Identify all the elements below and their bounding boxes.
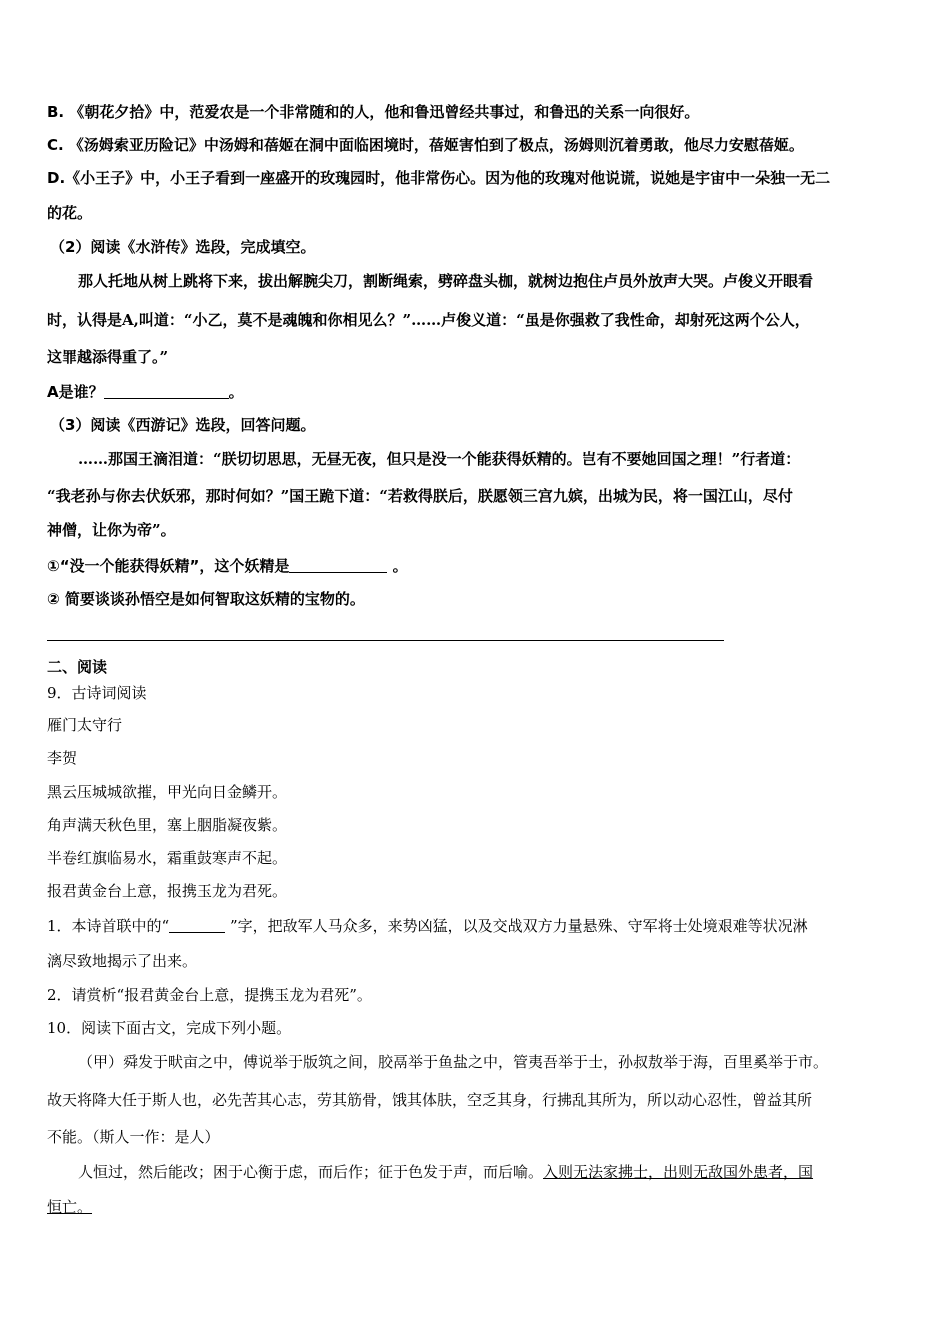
xiyou-passage-line1: ……那国王滴泪道：“朕切切思思，无昼无夜，但只是没一个能获得妖精的。岂有不要她回国之理！”行者道：	[78, 450, 801, 468]
q9-sub1	[47, 918, 808, 934]
poem-line-4: 报君黄金台上意，报携玉龙为君死。	[47, 882, 288, 900]
q8-3-prompt: （3）阅读《西游记》选段，回答问题。	[50, 416, 316, 434]
poem-line-2: 角声满天秋色里，塞上胭脂凝夜紫。	[47, 816, 288, 834]
q8-2-question-end: 。	[228, 383, 244, 401]
poem-author: 李贺	[47, 749, 78, 767]
q8-option-b: B. 《朝花夕拾》中，范爱农是一个非常随和的人，他和鲁迅曾经共事过，和鲁迅的关系一向很好。	[47, 103, 700, 121]
poem-line-3: 半卷红旗临易水，霜重鼓寒声不起。	[47, 849, 288, 867]
passage-jia-line3: 不能。（斯人一作：是人）	[47, 1128, 220, 1146]
q8-3-sub2: ② 简要谈谈孙悟空是如何智取这妖精的宝物的。	[47, 590, 365, 608]
para2-underlined-text: 入则无法家拂士，出则无敌国外患者，国	[543, 1163, 814, 1181]
q9-sub1-line2: 漓尽致地揭示了出来。	[47, 952, 198, 970]
q8-option-c: C. 《汤姆索亚历险记》中汤姆和蓓姬在洞中面临困境时，蓓姬害怕到了极点，汤姆则沉着勇敢，他尽力安慰蓓姬。	[47, 136, 804, 154]
q9-title: 9．古诗词阅读	[47, 684, 147, 702]
passage-para2-line1	[78, 1165, 813, 1180]
q8-3-sub1-end: 。	[387, 557, 408, 575]
passage-para2-line2	[47, 1200, 92, 1215]
section2-heading: 二、阅读	[47, 658, 108, 676]
q8-3-sub1	[47, 558, 408, 574]
poem-title: 雁门太守行	[47, 716, 123, 734]
q9-sub1-text: 1．本诗首联中的“	[47, 917, 170, 935]
answer-blank-a[interactable]	[104, 384, 229, 399]
para2-underlined-end: 恒亡。	[47, 1198, 93, 1216]
q8-2-question-text: A是谁？	[47, 383, 104, 401]
passage-jia-line1: （甲）舜发于畎亩之中，傅说举于版筑之间，胶鬲举于鱼盐之中，管夷吾举于士，孙叔敖举于海，百里奚举于市。	[78, 1053, 829, 1071]
xiyou-passage-line2: “我老孙与你去伏妖邪，那时何如？”国王跪下道：“若救得朕后，朕愿领三宫九嫔，出城为民，将一国江山，尽付	[47, 487, 793, 505]
q9-sub2: 2．请赏析“报君黄金台上意，提携玉龙为君死”。	[47, 986, 372, 1004]
answer-line[interactable]	[47, 640, 724, 641]
q8-option-d-line1: D.《小王子》中，小王子看到一座盛开的玫瑰园时，他非常伤心。因为他的玫瑰对他说谎，说她是宇宙中一朵独一无二	[47, 169, 831, 187]
q9-sub1-rest: ”字，把敌军人马众多，来势凶猛，以及交战双方力量悬殊、守军将士处境艰难等状况淋	[225, 917, 808, 935]
q8-option-d-line2: 的花。	[47, 204, 93, 222]
shuihu-passage-line1: 那人托地从树上跳将下来，拔出解腕尖刀，割断绳索，劈碎盘头枷，就树边抱住卢员外放声大哭。卢俊义开眼看	[78, 272, 814, 290]
q8-2-prompt: （2）阅读《水浒传》选段，完成填空。	[50, 238, 316, 256]
q10-title: 10．阅读下面古文，完成下列小题。	[47, 1019, 292, 1037]
para2-plain-text: 人恒过，然后能改；困于心衡于虑，而后作；征于色发于声，而后喻。	[78, 1163, 544, 1181]
q8-3-sub1-text: ①“没一个能获得妖精”，这个妖精是	[47, 557, 290, 575]
answer-blank-yaojing[interactable]	[289, 558, 387, 573]
answer-blank-poem-word[interactable]	[169, 918, 225, 933]
q8-2-question	[47, 384, 244, 400]
xiyou-passage-line3: 神僧，让你为帝”。	[47, 521, 176, 539]
passage-jia-line2: 故天将降大任于斯人也，必先苦其心志，劳其筋骨，饿其体肤，空乏其身，行拂乱其所为，所以动心忍性，曾益其所	[47, 1091, 813, 1109]
shuihu-passage-line3: 这罪越添得重了。”	[47, 348, 169, 366]
shuihu-passage-line2: 时，认得是A,叫道：“小乙，莫不是魂魄和你相见么？”……卢俊义道：“虽是你强救了我性命，却射死这两个公人，	[47, 311, 810, 329]
poem-line-1: 黑云压城城欲摧，甲光向日金鳞开。	[47, 783, 288, 801]
